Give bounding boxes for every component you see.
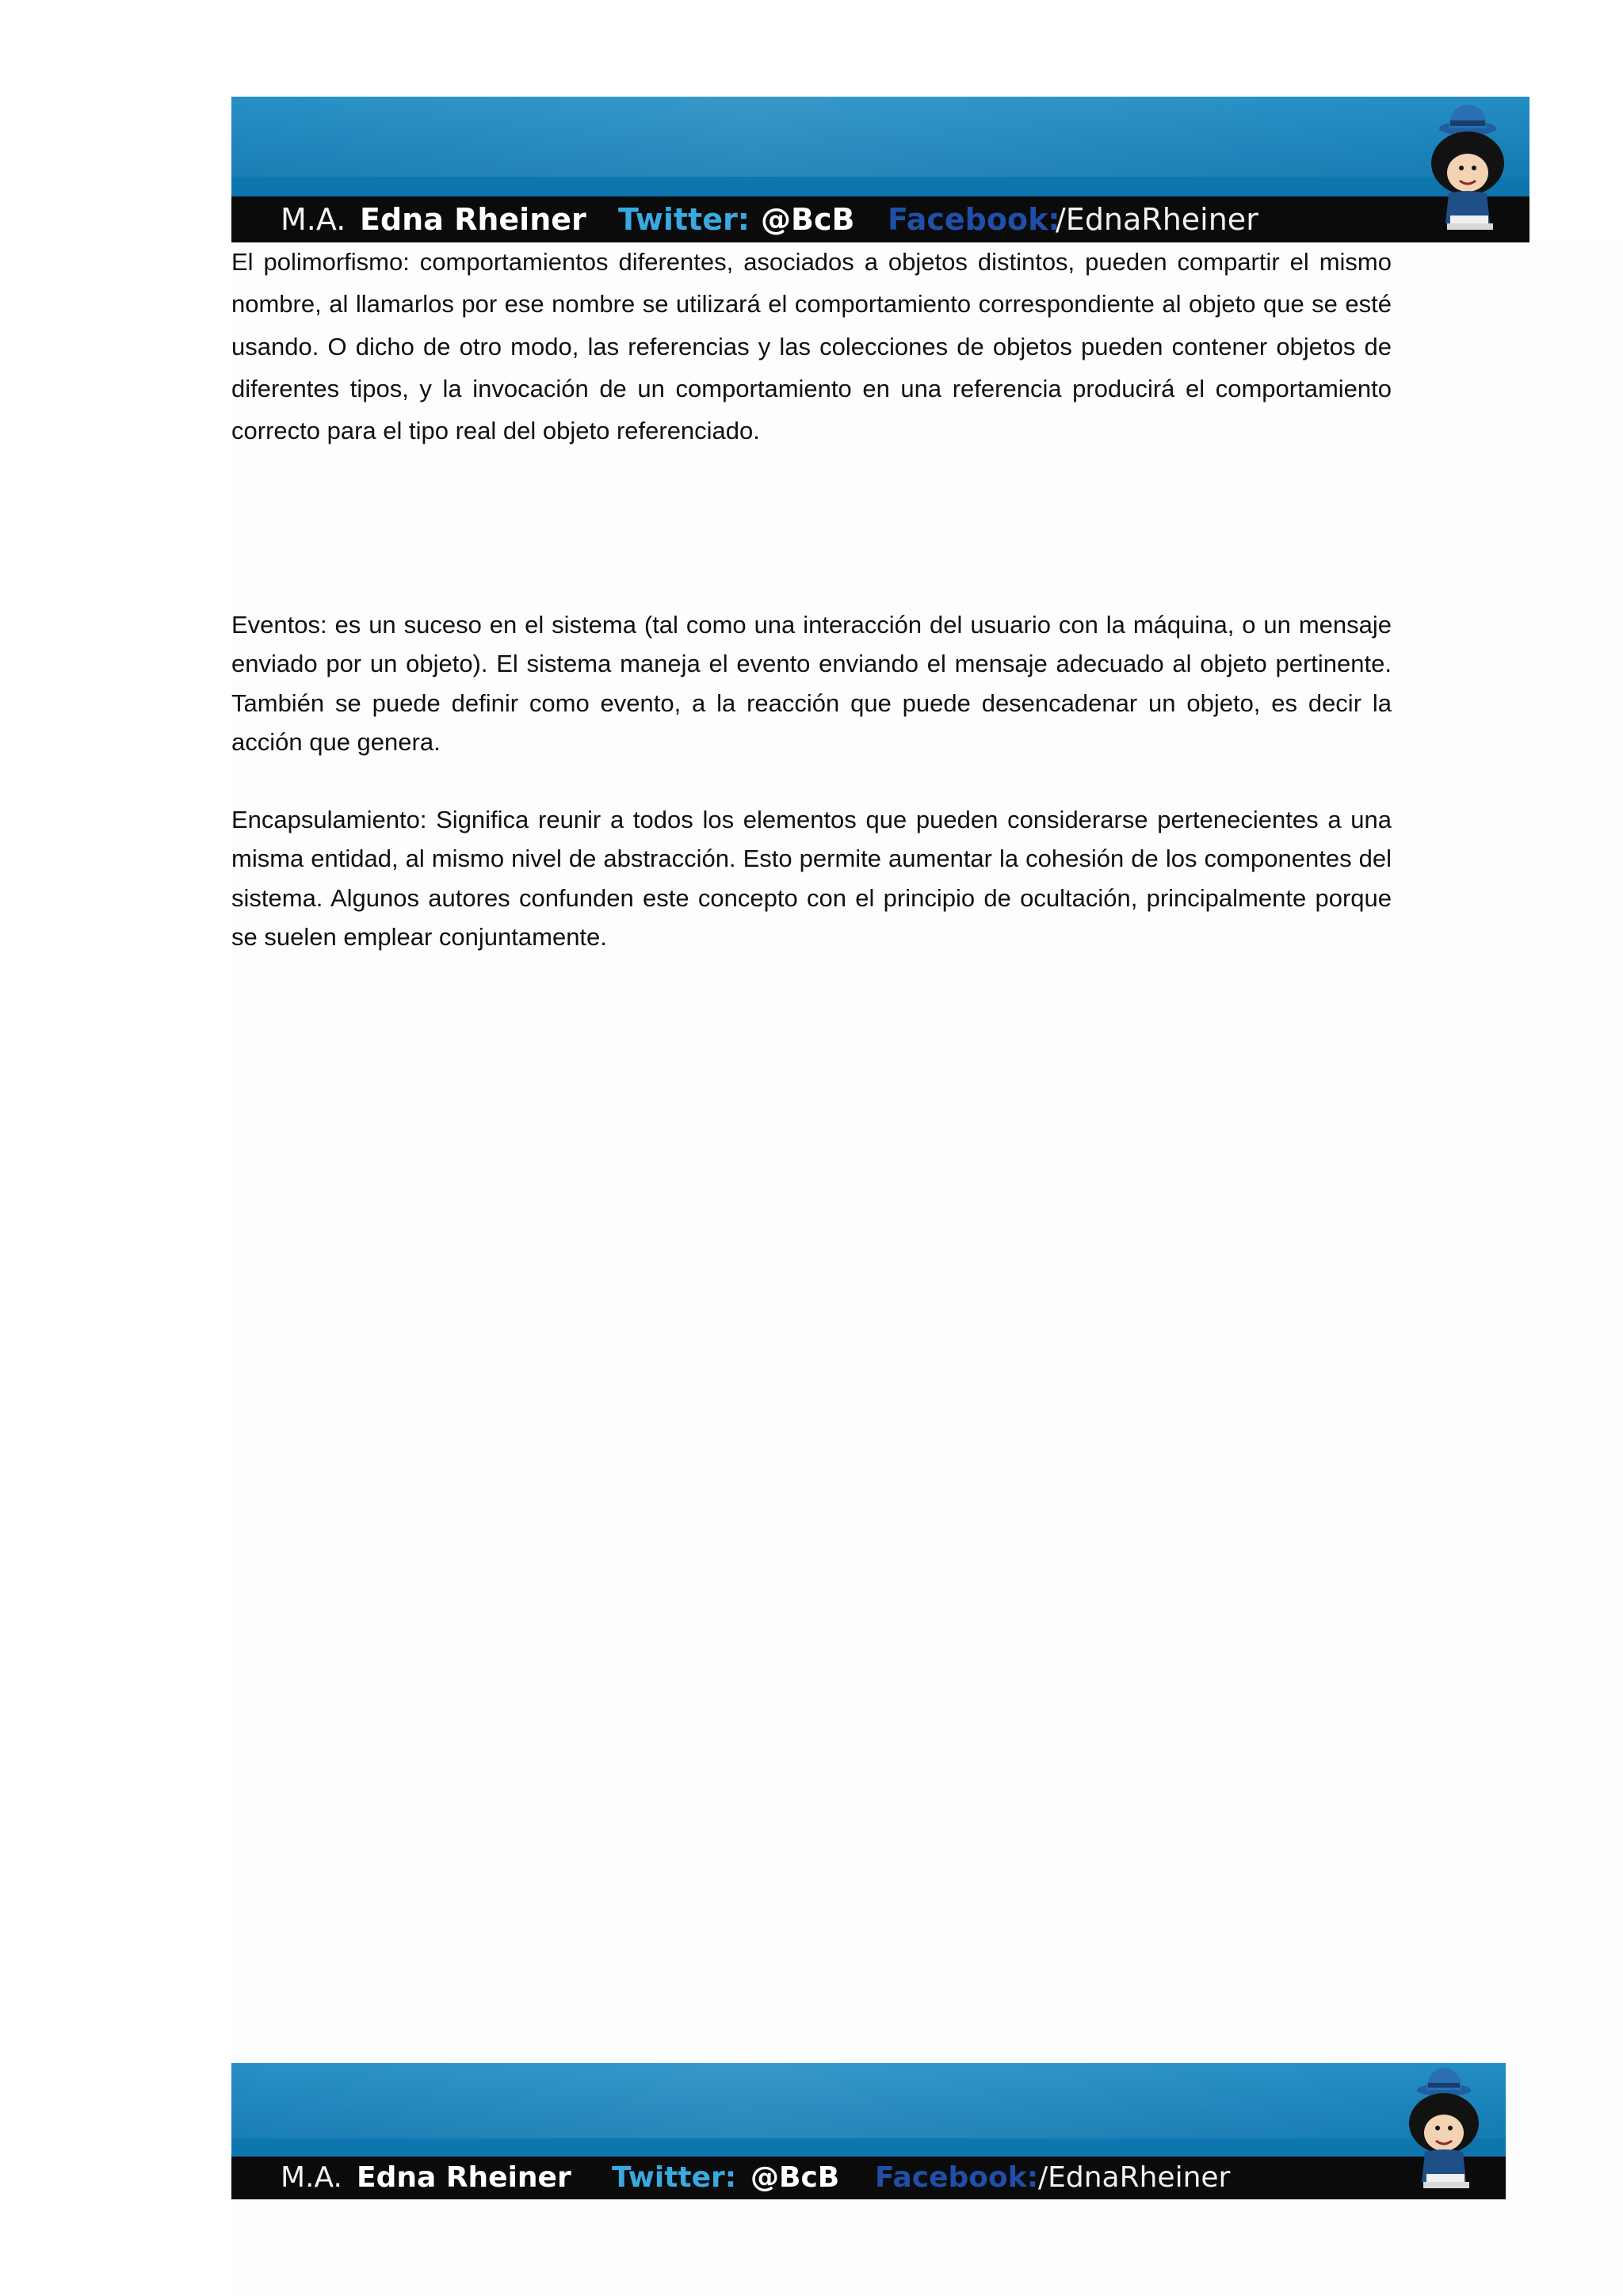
banner-strip [231,2157,1506,2199]
banner-facebook-handle: /EdnaRheiner [1056,202,1258,237]
banner-facebook-handle: /EdnaRheiner [1038,2161,1231,2194]
banner-title-prefix: M.A. [281,2161,342,2194]
banner-sheen [231,2063,1506,2138]
banner-twitter-label: Twitter: [618,202,750,237]
paragraph-eventos: Eventos: es un suceso en el sistema (tal como una interacción del usuario con la máquina, o un mensaje enviado por un objeto). El sistema maneja el evento enviando el mensaje adecuado al objeto pertinente. También se puede definir como evento, a la reacción que puede desencadenar un objeto, es decir la acción que genera. [231,611,1392,756]
banner-facebook-label: Facebook: [875,2161,1039,2194]
mascot-avatar-icon [1411,97,1522,242]
banner-twitter-handle: @BcB [750,2161,840,2194]
banner-twitter-handle: @BcB [761,202,855,237]
footer-banner [231,2063,1506,2199]
banner-twitter-label: Twitter: [612,2161,737,2194]
paragraph-polimorfismo: El polimorfismo: comportamientos diferentes, asociados a objetos distintos, pueden compartir el mismo nombre, al llamarlos por ese nombre se utilizará el comportamiento correspondiente al objeto que se esté usando. O dicho de otro modo, las referencias y las colecciones de objetos pueden contener objetos de diferentes tipos, y la invocación de un comportamiento en una referencia producirá el comportamiento correcto para el tipo real del objeto referenciado. [231,248,1392,445]
banner-strip [231,196,1529,242]
banner-author-name: Edna Rheiner [360,202,586,237]
banner-author-name: Edna Rheiner [357,2161,571,2194]
banner-title-prefix: M.A. [281,202,346,237]
banner-sheen [231,97,1529,177]
page-background [231,238,1623,2296]
header-banner [231,97,1529,242]
banner-facebook-label: Facebook: [888,202,1060,237]
mascot-avatar-icon [1387,2063,1498,2199]
paragraph-encapsulamiento: Encapsulamiento: Significa reunir a todos los elementos que pueden considerarse pertenecientes a una misma entidad, al mismo nivel de abstracción. Esto permite aumentar la cohesión de los componentes del sistema. Algunos autores confunden este concepto con el principio de ocultación, principalmente porque se suelen emplear conjuntamente. [231,806,1392,951]
